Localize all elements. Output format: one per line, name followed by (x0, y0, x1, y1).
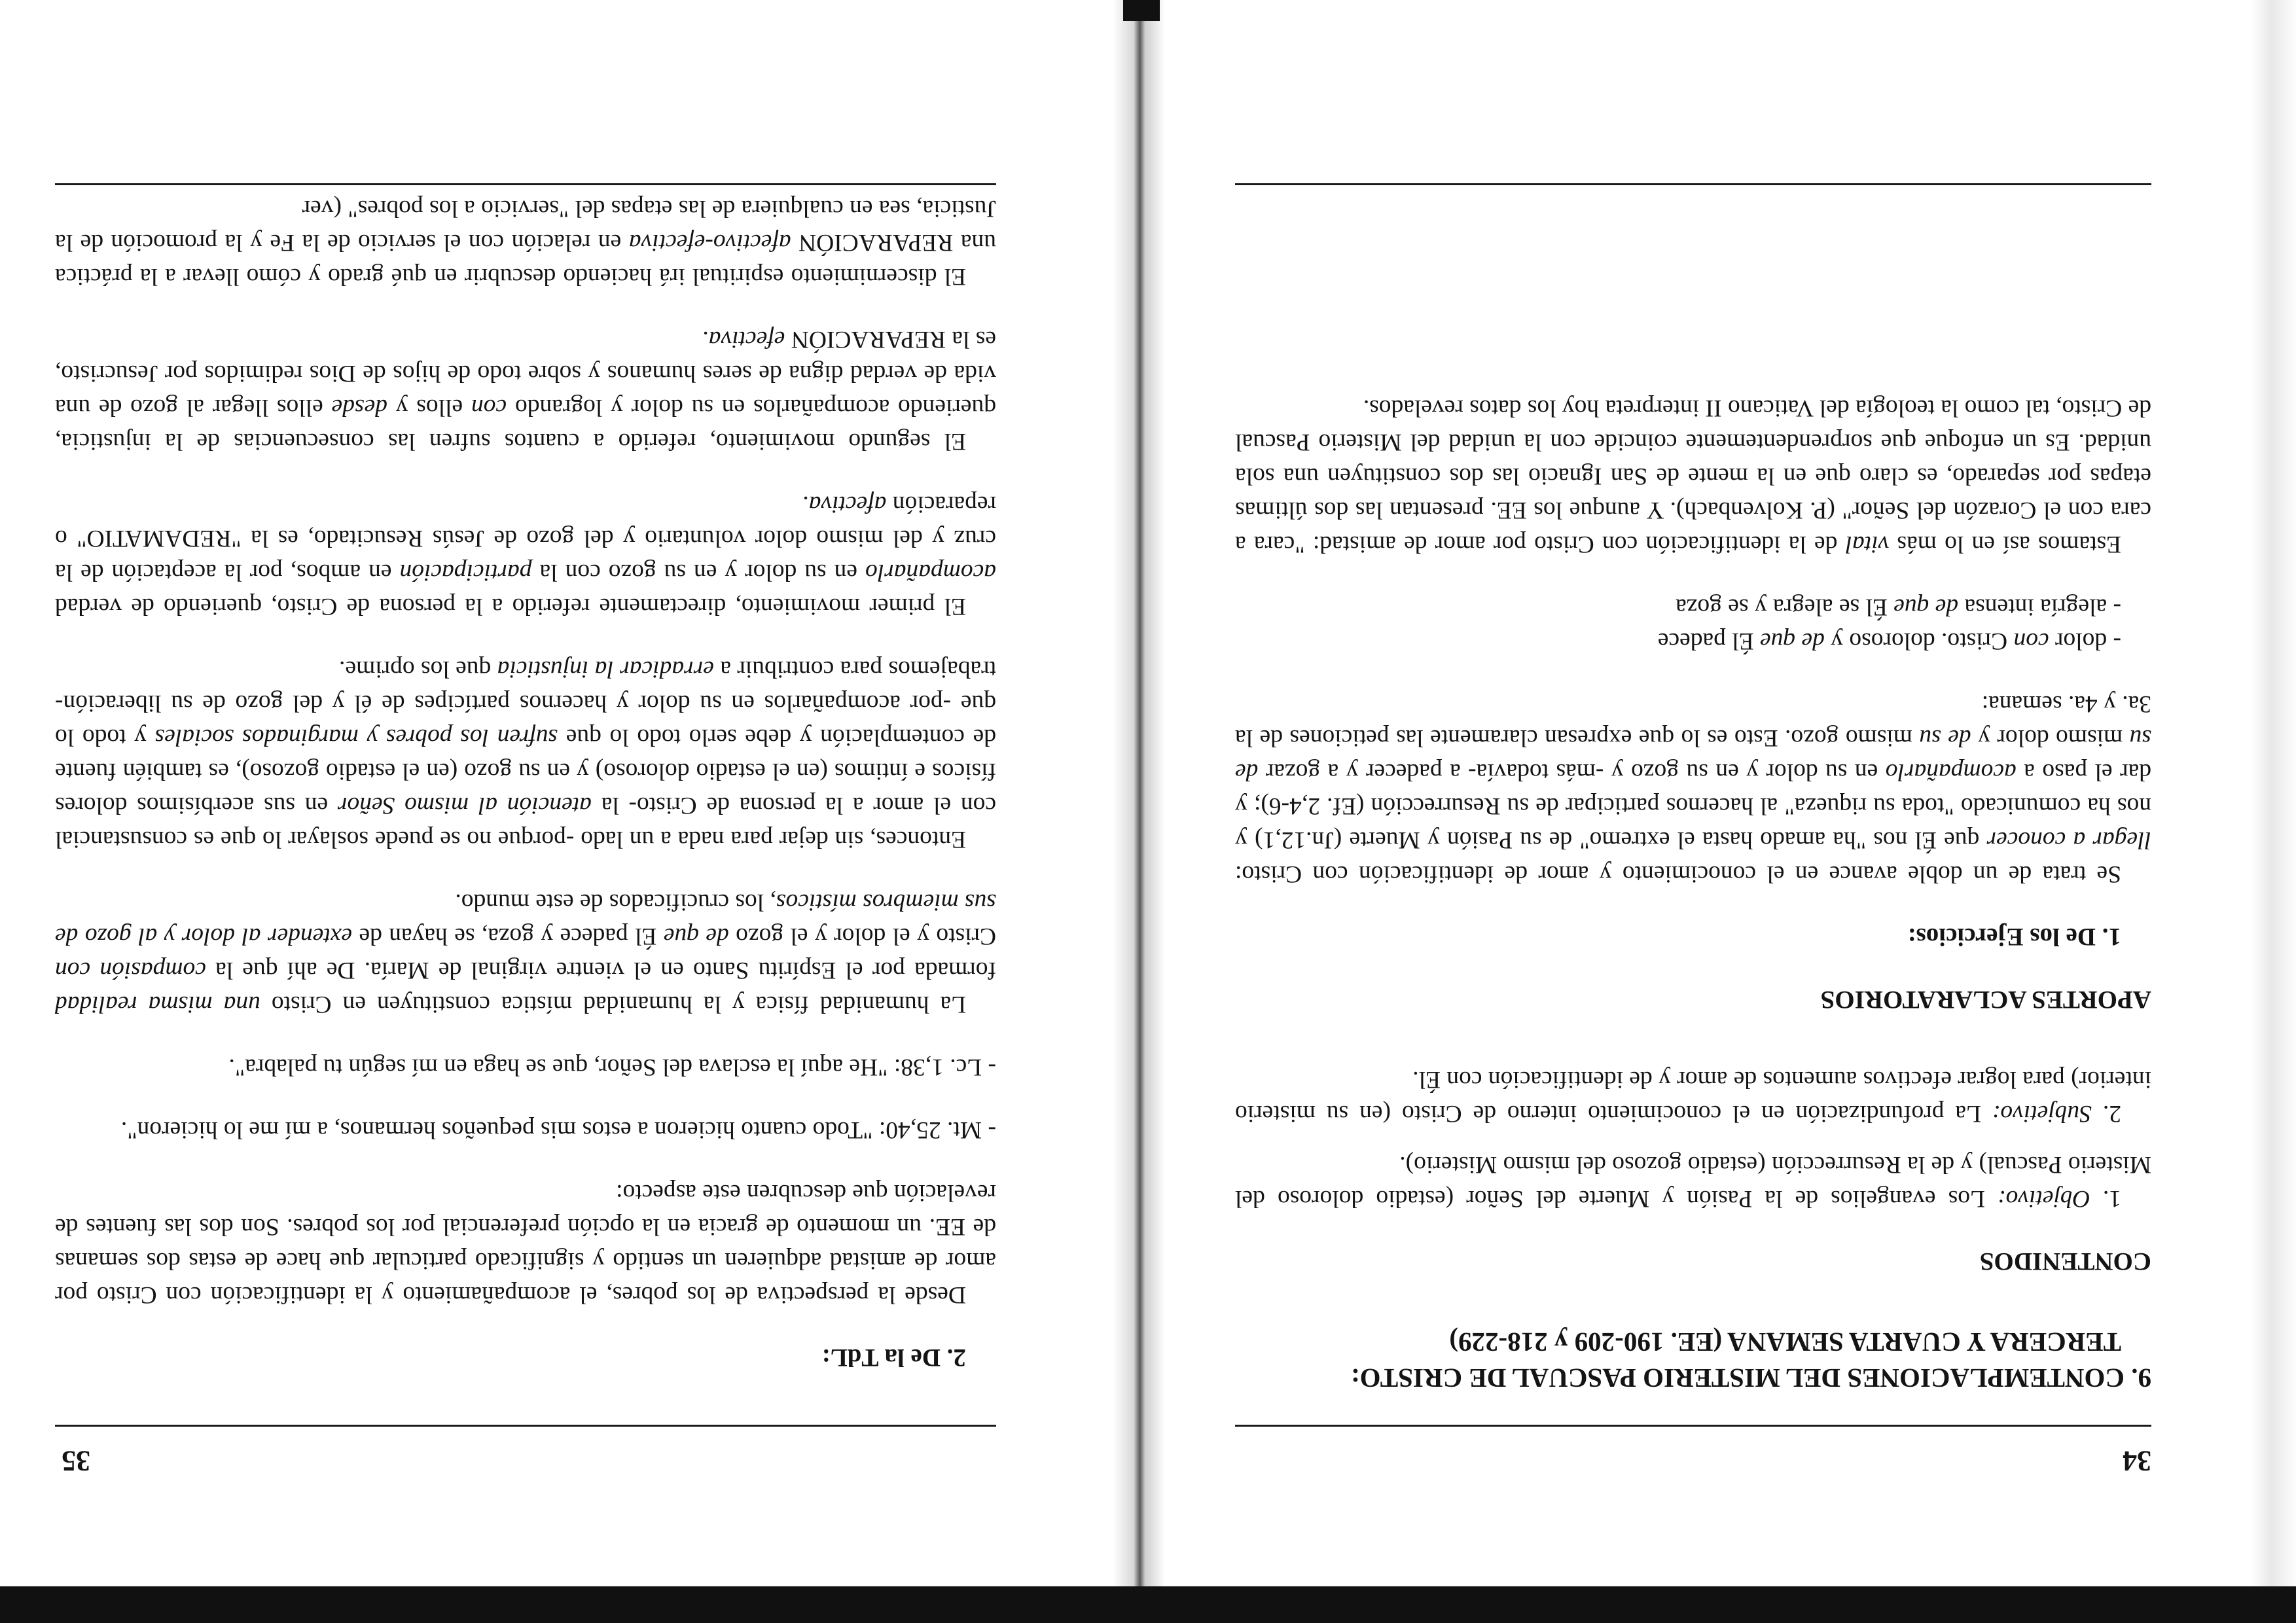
footer-rule (55, 183, 996, 185)
tdl-paragraph-3: Entonces, sin dejar para nada a un lado -porque no se puede soslayar lo que es consustancial con el amor a la persona de Cristo- la atención al mismo Señor en sus acerbísimos dolores físicos e íntimos (en el estadio doloroso) y en su gozo (en el estadio gozoso), es también fuente de contemplación y debe serlo todo lo que sufren los pobres y marginados sociales y todo lo que -por acompañarlos en su dolor y hacernos partícipes de él y del gozo de su liberación- trabajemos para contribuir a erradicar la injusticia que los oprime. (55, 656, 996, 853)
tdl-paragraph-1: Desde la perspectiva de los pobres, el acompañamiento y la identificación con Cristo por amor de amistad adquieren un sentido y significado particular que hace de estas dos semanas de EE. un momento de gracia en la opción preferencial por los pobres. Son dos las fuentes de revelación que descubren este aspecto: (55, 1179, 996, 1308)
page-34 (1183, 0, 2296, 1623)
peticion-item-alegria: - alegría intensa de que Él se alegra y se goza (1676, 594, 2121, 620)
header-rule (55, 1425, 996, 1427)
page-34-body (1235, 391, 2151, 1396)
scan-border-bottom (0, 1586, 2296, 1623)
footer-rule (1235, 183, 2151, 185)
tdl-paragraph-6: El discernimiento espiritual irá haciendo descubrir en qué grado y cómo llevar a la práctica una REPARACIÓN afectivo-efectiva en relación con el servicio de la Fe y la promoción de la Justicia, sea en cualquiera de las etapas del "servicio a los pobres" (ver (55, 195, 996, 290)
tdl-paragraph-5: El segundo movimiento, referido a cuantos sufren las consecuencias de la injusticia, queriendo acompañarlos en su dolor y logrando con ellos y desde ellos llegar al gozo de una vida de verdad digna de seres humanos y sobre todo de hijos de Dios redimidos por Jesucristo, es la REPARACIÓN efectiva. (54, 326, 996, 455)
page-number: 35 (62, 1445, 90, 1477)
peticion-item-dolor: - dolor con Cristo. doloroso y de que Él padece (1657, 628, 2121, 654)
subjetivo-paragraph: 2. Subjetivo: La profundización en el conocimiento interno de Cristo (en su misterio interior) para lograr efectivos aumentos de amor y de identificación con Él. (1235, 1066, 2151, 1127)
aportes-heading: APORTES ACLARATORIOS (1820, 986, 2151, 1014)
spine-shadow-top (1123, 0, 1160, 21)
page-35-flow (55, 191, 996, 1374)
quote-matthew: - Mt. 25,40: "Todo cuanto hicieron a estos mis pequeños hermanos, a mí me lo hicieron". (120, 1116, 996, 1143)
objetivo-paragraph: 1. Objetivo: Los evangelios de la Pasión y Muerte del Señor (estadio doloroso del Misterio Pascual) y de la Resurrección (estadio gozoso del mismo Misterio). (1234, 1151, 2151, 1212)
header-rule (1235, 1425, 2151, 1427)
contenidos-heading: CONTENIDOS (1979, 1247, 2151, 1275)
ejercicios-heading: 1. De los Ejercicios: (1907, 923, 2121, 951)
ejercicios-paragraph-2: Estamos así en lo más vital de la identificación con Cristo por amor de amistad: "cara a cara con el Corazón del Señor" (P. Kolvenbach). Y aunque los EE. presentan las dos últimas etapas por separado, es claro que en la mente de San Ignacio las dos constituyen una sola unidad. Es un enfoque que sorprendentemente coincide con la unidad del Misterio Pascual de Cristo, tal como la teología del Vaticano II interpreta hoy los datos revelados. (1235, 395, 2151, 558)
page-35 (0, 0, 1118, 1623)
page-number: 34 (2123, 1445, 2151, 1477)
ejercicios-paragraph-1: Se trata de un doble avance en el conocimiento y amor de identificación con Cristo: llegar a conocer que Él nos "ha amado hasta el extremo" de su Pasión y Muerte (Jn.12,1) y nos ha comunicado "toda su riqueza" al hacernos participar de su Resurrección (Ef. 2,4-6); y dar el paso a acompañarlo en su dolor y en su gozo y -más todavía- a padecer y a gozar de su mismo dolor y de su mismo gozo. Esto es lo que expresan claramente las peticiones de la 3a. y 4a. semana: (1235, 690, 2151, 887)
tdl-paragraph-4: El primer movimiento, directamente referido a la persona de Cristo, queriendo de verdad acompañarlo en su dolor y en su gozo con la participación en ambos, por la aceptación de la cruz y del mismo dolor voluntario y del gozo de Jesús Resucitado, es la "REDAMATIO" o reparación afectiva. (54, 491, 996, 620)
quote-luke: - Lc. 1,38: "He aquí la esclava del Señor, que se haga en mí según tu palabra". (228, 1054, 996, 1080)
chapter-title: 9. CONTEMPLACIONES DEL MISTERIO PASCUAL DE CRISTO: TERCERA Y CUARTA SEMANA (EE. 190-209 y 218-229) (1350, 1327, 2151, 1393)
tdl-paragraph-2: La humanidad física y la humanidad mística constituyen en Cristo una misma realidad formada por el Espíritu Santo en el vientre virginal de María. De ahí que la compasión con Cristo y el dolor y el gozo de que Él padece y goza, se hayan de extender al dolor y al gozo de sus miembros místicos, los crucificados de este mundo. (54, 889, 996, 1018)
tdl-heading: 2. De la TdL: (821, 1344, 966, 1372)
